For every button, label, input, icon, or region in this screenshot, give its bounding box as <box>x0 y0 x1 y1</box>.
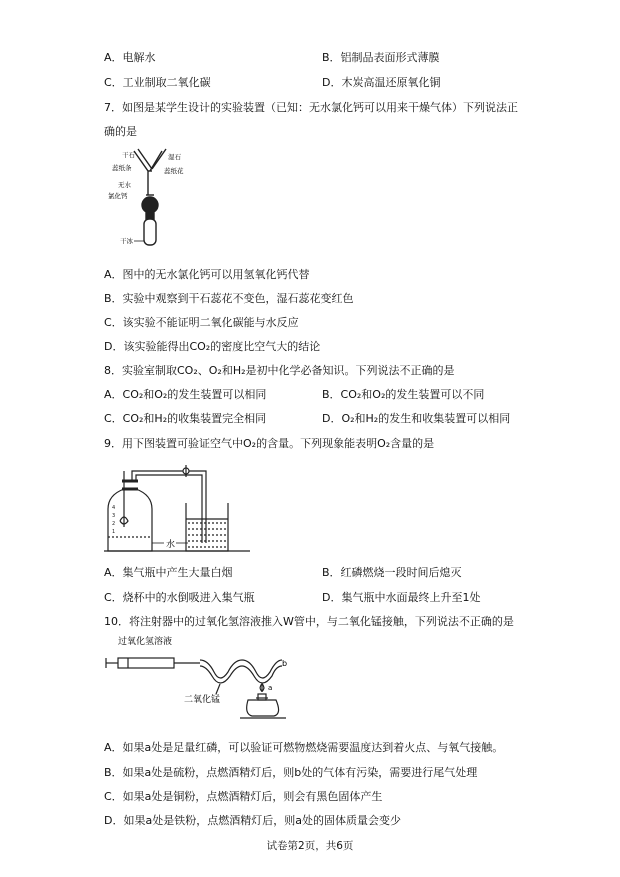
q7-apparatus-figure <box>104 143 204 253</box>
q7-label-left2: 蕊纸条 <box>112 164 132 172</box>
q7-option-b: B．实验中观察到干石蕊花不变色，湿石蕊花变红色 <box>104 292 354 305</box>
q10-option-d: D．如果a处是铁粉，点燃酒精灯后，则a处的固体质量会变少 <box>104 814 401 827</box>
q7-label-left3: 无水 <box>118 181 131 189</box>
q7-stem-line1: 7．如图是某学生设计的实验装置（已知：无水氯化钙可以用来干燥气体）下列说法正 <box>104 101 518 114</box>
q6-option-d: D．木炭高温还原氧化铜 <box>322 76 441 89</box>
q7-label-left4: 氯化钙 <box>108 192 128 200</box>
q10-label-a: a <box>268 684 273 692</box>
q8-stem: 8．实验室制取CO₂、O₂和H₂是初中化学必备知识。下列说法不正确的是 <box>104 364 455 377</box>
q9-option-b: B．红磷燃烧一段时间后熄灭 <box>322 566 462 579</box>
q9-option-c: C．烧杯中的水倒吸进入集气瓶 <box>104 591 255 604</box>
q9-apparatus-figure <box>104 457 254 555</box>
q10-option-b: B．如果a处是硫粉，点燃酒精灯后，则b处的气体有污染，需要进行尾气处理 <box>104 766 478 779</box>
q9-stem: 9．用下图装置可验证空气中O₂的含量。下列现象能表明O₂含量的是 <box>104 437 435 450</box>
svg-text:2: 2 <box>112 521 116 527</box>
svg-text:3: 3 <box>112 513 116 519</box>
q6-option-c: C．工业制取二氧化碳 <box>104 76 211 89</box>
q8-option-d: D．O₂和H₂的发生和收集装置可以相同 <box>322 412 511 425</box>
q8-option-b: B．CO₂和O₂的发生装置可以不同 <box>322 388 485 401</box>
q9-option-d: D．集气瓶中水面最终上升至1处 <box>322 591 481 604</box>
q10-stem: 10．将注射器中的过氧化氢溶液推入W管中，与二氧化锰接触，下列说法不正确的是 <box>104 615 514 628</box>
q10-label-catalyst: 二氧化锰 <box>184 695 221 705</box>
q7-option-d: D．该实验能得出CO₂的密度比空气大的结论 <box>104 340 321 353</box>
q7-stem-line2: 确的是 <box>104 125 137 138</box>
q8-option-c: C．CO₂和H₂的收集装置完全相同 <box>104 412 267 425</box>
q10-option-a: A．如果a处是足量红磷，可以验证可燃物燃烧需要温度达到着火点、与氧气接触。 <box>104 741 504 754</box>
q7-label-right2: 蕊纸花 <box>164 167 184 175</box>
y-tube <box>134 149 166 245</box>
svg-text:4: 4 <box>112 505 116 511</box>
q6-option-b: B．铝制品表面形式薄膜 <box>322 51 440 64</box>
q7-label-right1: 湿石 <box>168 153 181 161</box>
svg-text:1: 1 <box>112 529 116 535</box>
q9-option-a: A．集气瓶中产生大量白烟 <box>104 566 233 579</box>
q10-apparatus-figure <box>104 632 304 722</box>
q6-option-a: A．电解水 <box>104 51 156 64</box>
q7-option-c: C．该实验不能证明二氧化碳能与水反应 <box>104 316 299 329</box>
q7-option-a: A．图中的无水氯化钙可以用氢氧化钙代替 <box>104 268 310 281</box>
page-footer: 试卷第2页，共6页 <box>266 840 354 852</box>
q10-label-b: b <box>282 659 288 668</box>
q8-option-a: A．CO₂和O₂的发生装置可以相同 <box>104 388 267 401</box>
q7-label-bottom: 干冰 <box>120 237 133 245</box>
q10-option-c: C．如果a处是铜粉，点燃酒精灯后，则会有黑色固体产生 <box>104 790 383 803</box>
q9-label-water: 水 <box>166 540 176 550</box>
q10-label-solution: 过氧化氢溶液 <box>118 637 173 647</box>
q7-label-left1: 干石 <box>122 151 135 159</box>
